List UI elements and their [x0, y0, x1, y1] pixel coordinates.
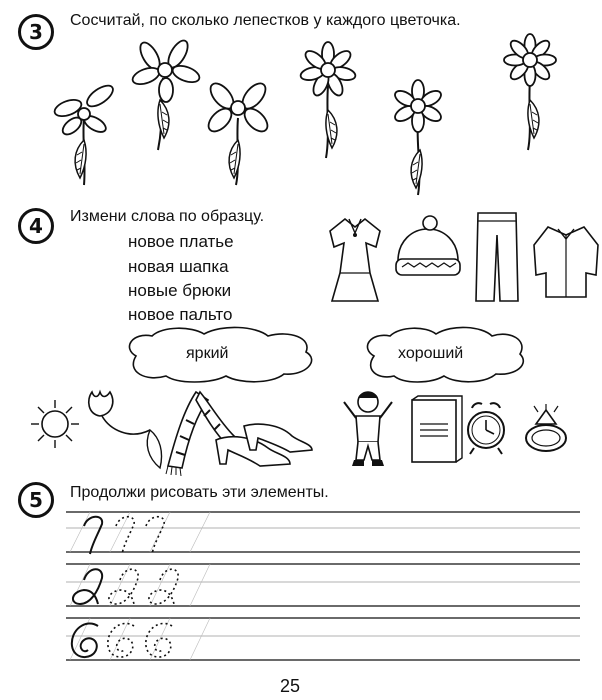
- task-4-badge: 4: [18, 208, 54, 244]
- hook-element: [84, 517, 102, 554]
- clothes-row: [0, 205, 602, 325]
- writing-lines: [0, 500, 602, 670]
- example-word: новое платье: [128, 232, 234, 251]
- flower-icon: [52, 82, 116, 185]
- shoes-icon: [216, 424, 312, 466]
- flowers-row: [0, 0, 602, 200]
- flower-icon: [392, 80, 443, 195]
- task-3-badge: 3: [18, 14, 54, 50]
- cloud-label-khoroshiy: хороший: [398, 345, 464, 362]
- hook-element-dotted: [116, 517, 164, 554]
- spiral-element-dotted: [108, 623, 172, 657]
- task-5-badge: 5: [18, 482, 54, 518]
- ring-icon: [526, 404, 566, 451]
- flower-icon: [299, 42, 356, 158]
- page-number: 25: [280, 676, 301, 696]
- notebook-icon: [412, 396, 462, 462]
- cloud-label-yarkiy: яркий: [186, 345, 229, 362]
- loop-element: [73, 569, 102, 604]
- tulip-icon: [89, 392, 162, 468]
- task-4-instruction: Измени слова по образцу.: [70, 208, 265, 225]
- trousers-icon: [476, 213, 518, 301]
- task-3-instruction: Сосчитай, по сколько лепестков у каждого цветочка.: [70, 12, 461, 29]
- flower-icon: [504, 34, 556, 150]
- flower-icon: [204, 79, 271, 185]
- example-word: новая шапка: [128, 257, 229, 276]
- example-word: новое пальто: [128, 305, 233, 324]
- flower-icon: [130, 38, 201, 150]
- task-5-instruction: Продолжи рисовать эти элементы.: [70, 484, 329, 501]
- example-word: новые брюки: [128, 281, 232, 300]
- boy-icon: [344, 392, 392, 466]
- alarm-clock-icon: [468, 403, 504, 454]
- coat-icon: [534, 227, 598, 297]
- sun-icon: [31, 400, 79, 448]
- hat-icon: [396, 216, 460, 275]
- dress-icon: [330, 219, 380, 301]
- objects-row: [0, 380, 602, 480]
